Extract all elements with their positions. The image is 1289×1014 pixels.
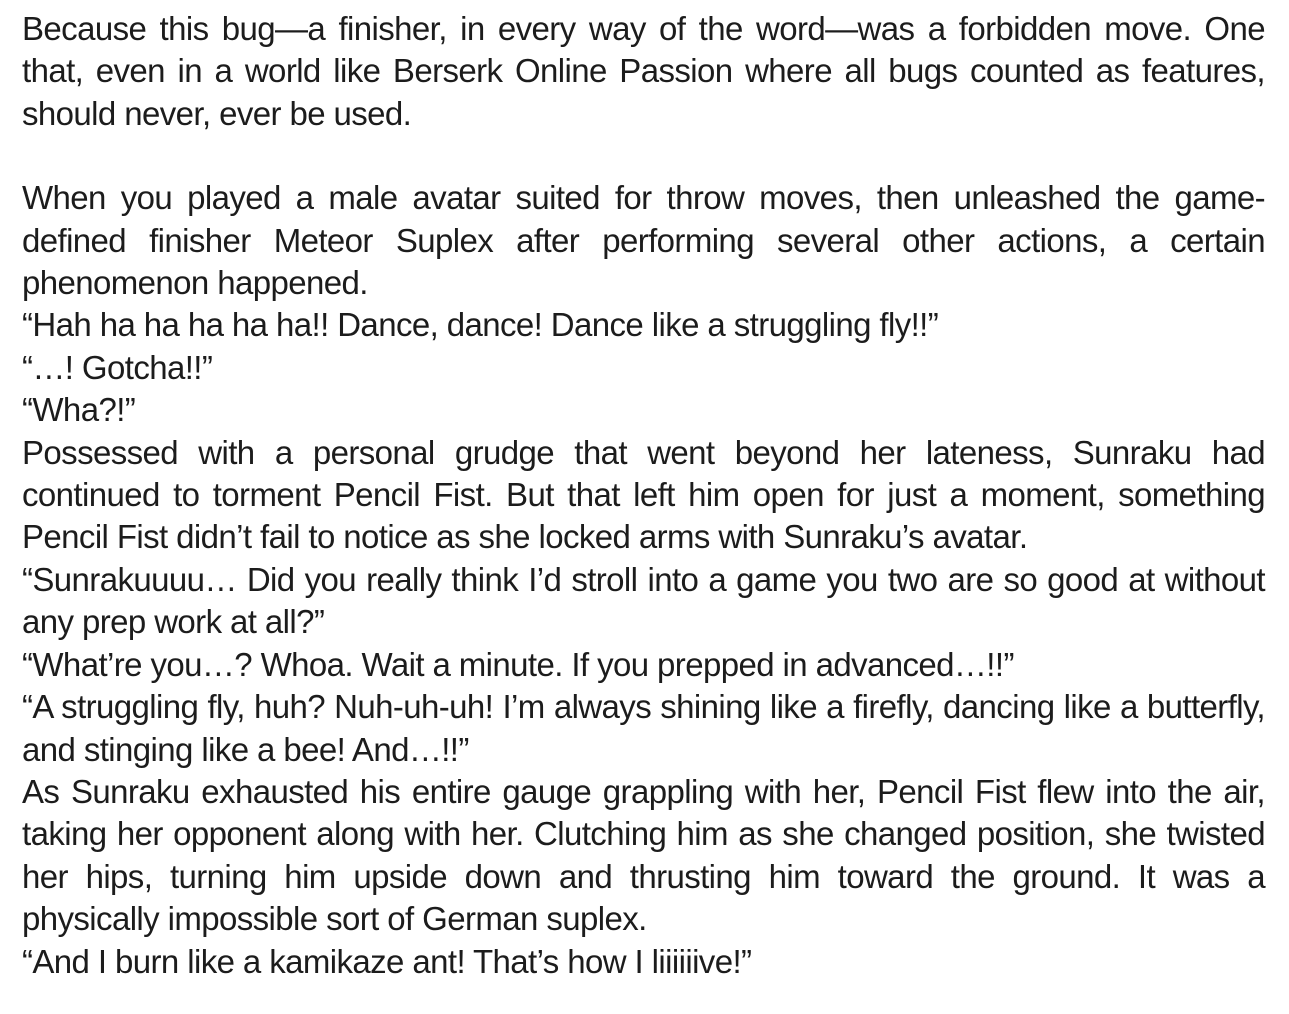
paragraph-spacer (22, 135, 1265, 177)
dialogue-line: “Wha?!” (22, 391, 136, 429)
paragraph-grudge: Possessed with a personal grudge that went beyond her lateness, Sunraku had continued to torment Pencil Fist. But that left him open for just a moment, something Pencil Fist didn’t fail to notice as she locked arms with Sunraku’s avatar. (22, 433, 1265, 556)
dialogue-line: “Hah ha ha ha ha ha!! Dance, dance! Dance like a struggling fly!!” (22, 306, 939, 344)
paragraph-meteor-suplex: When you played a male avatar suited for throw moves, then unleashed the game-defined finisher Meteor Suplex after performing several other actions, a certain phenomenon happened. (22, 179, 1265, 302)
document-page (22, 8, 1265, 983)
dialogue-line: “And I burn like a kamikaze ant! That’s how I liiiiiive!” (22, 942, 752, 980)
dialogue-line: “A struggling fly, huh? Nuh-uh-uh! I’m always shining like a firefly, dancing like a butterfly, and stinging like a bee! And…!!” (22, 688, 1265, 768)
dialogue-line: “What’re you…? Whoa. Wait a minute. If you prepped in advanced…!!” (22, 645, 1014, 683)
paragraph-forbidden-move: Because this bug—a finisher, in every way of the word—was a forbidden move. One that, even in a world like Berserk Online Passion where all bugs counted as features, should never, ever be used. (22, 10, 1265, 132)
dialogue-line: “Sunrakuuuu… Did you really think I’d stroll into a game you two are so good at without any prep work at all?” (22, 560, 1265, 641)
paragraph-german-suplex: As Sunraku exhausted his entire gauge grappling with her, Pencil Fist flew into the air, taking her opponent along with her. Clutching him as she changed position, she twisted her hips, turning him upside down and thrusting him toward the ground. It was a physically impossible sort of German suplex. (22, 772, 1265, 938)
dialogue-line: “…! Gotcha!!” (22, 348, 213, 386)
